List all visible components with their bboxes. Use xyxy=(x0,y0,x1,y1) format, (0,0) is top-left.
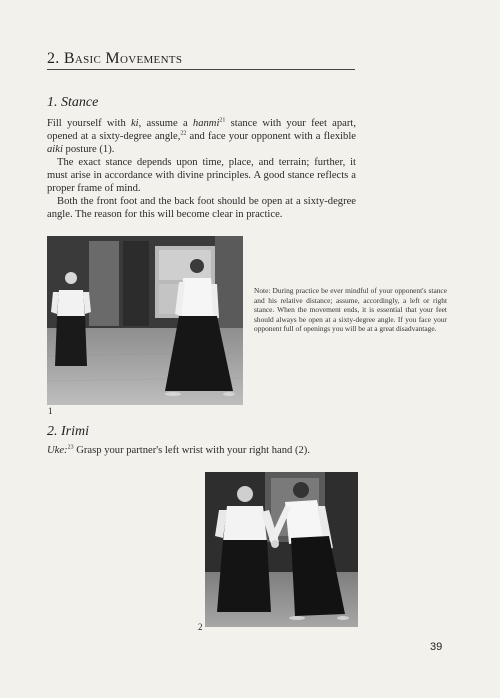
irimi-body-text xyxy=(47,444,356,457)
stance-body-text xyxy=(47,117,356,221)
stance-photo xyxy=(47,236,243,405)
page-number: 39 xyxy=(430,641,443,653)
figure-number-1: 1 xyxy=(48,406,53,416)
stance-paragraph-1: Fill yourself with ki, assume a hanmi$^{21}$ stance with your feet apart, opened at a sixty-degree angle,$^{22}$ and face your opponent with a flexible aiki posture (1). xyxy=(47,117,356,155)
stance-paragraph-2: The exact stance depends upon time, place, and terrain; further, it must arise in accordance with divine principles. A good stance reflects a proper frame of mind. xyxy=(47,157,356,194)
figure-number-2: 2 xyxy=(198,622,203,632)
irimi-photo xyxy=(205,472,358,627)
chapter-title-rule xyxy=(47,69,355,70)
irimi-photo-image xyxy=(205,472,358,627)
chapter-title: 2. Basic Movements xyxy=(47,50,183,67)
section-heading-irimi: 2. Irimi xyxy=(47,424,89,439)
stance-paragraph-3: Both the front foot and the back foot should be open at a sixty-degree angle. The reason for this will become clear in practice. xyxy=(47,196,356,220)
section-heading-stance: 1. Stance xyxy=(47,95,99,110)
practice-note: Note: During practice be ever mindful of your opponent's stance and his relative distance; assume, accordingly, a left or right stance. When the movement ends, it is essential that your feet should always be open at a sixty-degree angle. If you face your opponent full of openings you will be at a great disadvantage. xyxy=(254,286,447,334)
stance-photo-image xyxy=(47,236,243,405)
irimi-paragraph: Uke:$^{23}$ Grasp your partner's left wrist with your right hand (2). xyxy=(47,444,310,456)
